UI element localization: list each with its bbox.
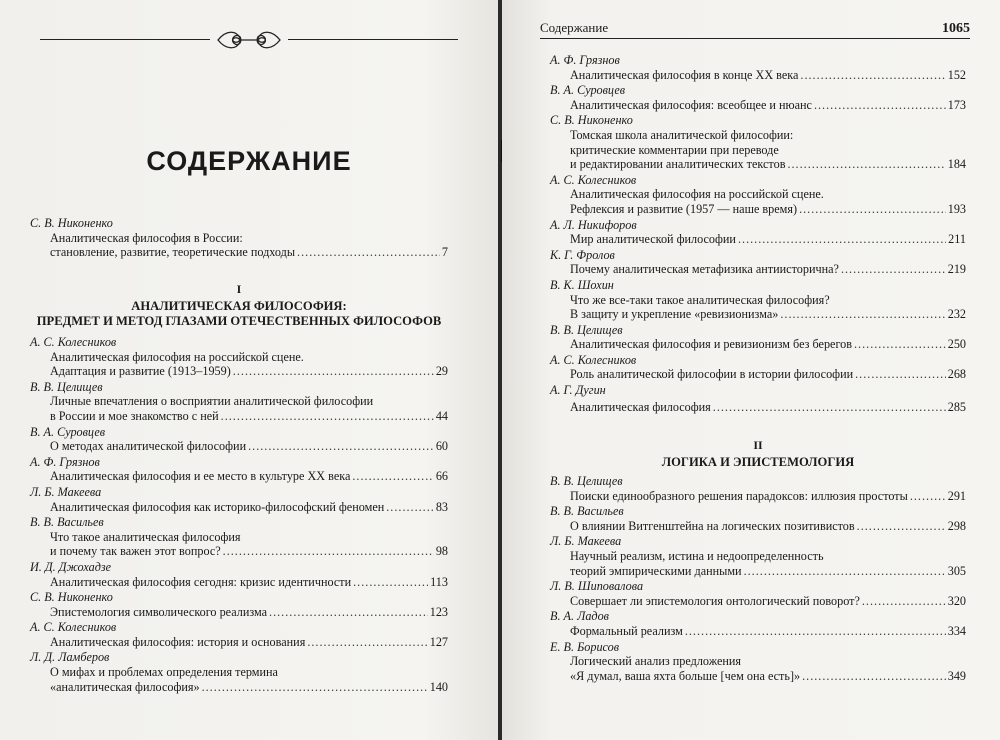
dot-leader bbox=[202, 680, 428, 695]
entry-title-line: Томская школа аналитической философии: bbox=[570, 127, 794, 142]
dot-leader bbox=[799, 202, 946, 217]
ornament-rule-left bbox=[40, 39, 210, 40]
toc-entry[interactable] bbox=[550, 579, 966, 608]
entry-title-text: становление, развитие, теоретические подходы bbox=[50, 245, 296, 260]
dot-leader bbox=[814, 98, 946, 113]
entry-title-text: Аналитическая философия сегодня: кризис идентичности bbox=[50, 574, 352, 589]
entry-author: А. Ф. Грязнов bbox=[30, 454, 100, 469]
entry-author: А. Ф. Грязнов bbox=[550, 53, 620, 67]
entry-title-text: Роль аналитической философии в истории философии bbox=[570, 367, 854, 382]
dot-leader bbox=[713, 400, 946, 415]
entry-author: В. В. Васильев bbox=[30, 515, 104, 530]
section-title-line-2: ПРЕДМЕТ И МЕТОД ГЛАЗАМИ ОТЕЧЕСТВЕННЫХ ФИЛОСОФОВ bbox=[36, 314, 442, 328]
entry-title-line bbox=[550, 367, 966, 382]
entry-page-number: 349 bbox=[947, 668, 966, 683]
entry-title-line bbox=[30, 605, 448, 620]
dot-leader bbox=[248, 439, 434, 454]
entry-page-number: 291 bbox=[947, 488, 966, 503]
dot-leader bbox=[855, 367, 946, 382]
entry-author: С. В. Никоненко bbox=[30, 590, 113, 605]
toc-entry[interactable] bbox=[30, 335, 448, 379]
entry-title-text: «Я думал, ваша яхта больше [чем она есть]» bbox=[570, 668, 801, 683]
entry-title-line: Научный реализм, истина и недоопределенность bbox=[570, 548, 824, 563]
entry-title-line: Аналитическая философия на российской сцене. bbox=[50, 349, 304, 364]
entry-author: Л. Д. Ламберов bbox=[30, 650, 110, 665]
entry-title-text: Аналитическая философия как историко-философский феномен bbox=[50, 499, 385, 514]
entry-title-line bbox=[550, 669, 966, 684]
dot-leader bbox=[744, 564, 946, 579]
section-number: II bbox=[753, 438, 763, 452]
entry-author: В. А. Ладов bbox=[550, 609, 609, 624]
entry-title-text: Совершает ли эпистемология онтологический поворот? bbox=[570, 593, 860, 608]
entry-author: А. С. Колесников bbox=[30, 620, 117, 635]
entry-title-text: теорий эмпирическими данными bbox=[570, 563, 742, 578]
toc-entry[interactable] bbox=[550, 640, 966, 684]
entry-author: А. Л. Никифоров bbox=[550, 217, 637, 232]
entry-title-text: Аналитическая философия в конце XX века bbox=[570, 67, 799, 82]
toc-entry[interactable] bbox=[30, 485, 448, 514]
toc-entry[interactable] bbox=[30, 650, 448, 694]
entry-title-text: Формальный реализм bbox=[570, 623, 683, 638]
left-page bbox=[0, 0, 498, 740]
toc-entry[interactable] bbox=[30, 560, 448, 589]
dot-leader bbox=[353, 575, 428, 590]
entry-title-line bbox=[30, 680, 448, 695]
entry-title-line: Логический анализ предложения bbox=[570, 654, 742, 669]
entry-title-line bbox=[550, 262, 966, 277]
toc-entry[interactable] bbox=[30, 380, 448, 424]
entry-title-line: Что такое аналитическая философия bbox=[50, 529, 241, 544]
toc-entry[interactable] bbox=[30, 425, 448, 454]
entry-page-number: 232 bbox=[947, 307, 966, 322]
dot-leader bbox=[910, 489, 946, 504]
entry-title-line bbox=[30, 500, 448, 515]
entry-title-text: Аналитическая философия и ее место в культуре XX века bbox=[50, 469, 351, 484]
dot-leader bbox=[854, 337, 946, 352]
toc-entry[interactable] bbox=[550, 323, 966, 352]
entry-title-text: Мир аналитической философии bbox=[570, 232, 736, 247]
entry-page-number: 140 bbox=[429, 679, 448, 694]
entry-page-number: 211 bbox=[948, 232, 966, 247]
entry-title-line bbox=[550, 624, 966, 639]
entry-title-line bbox=[550, 202, 966, 217]
toc-entry[interactable] bbox=[550, 248, 966, 277]
entry-title-text: Поиски единообразного решения парадоксов: иллюзия простоты bbox=[570, 488, 908, 503]
entry-title-line bbox=[30, 469, 448, 484]
entry-author: В. В. Васильев bbox=[550, 504, 624, 519]
entry-author: С. В. Никоненко bbox=[30, 216, 113, 230]
toc-entry[interactable] bbox=[550, 504, 966, 533]
dot-leader bbox=[857, 519, 946, 534]
toc-entry[interactable] bbox=[550, 173, 966, 217]
entry-author: А. Г. Дугин bbox=[550, 383, 606, 398]
entry-page-number: 44 bbox=[435, 408, 448, 423]
entry-page-number: 250 bbox=[947, 337, 966, 352]
entry-title-text: и почему так важен этот вопрос? bbox=[50, 544, 221, 559]
entry-title-line bbox=[30, 439, 448, 454]
entry-author: В. А. Суровцев bbox=[550, 83, 626, 98]
entry-page-number: 320 bbox=[947, 593, 966, 608]
entry-page-number: 219 bbox=[947, 262, 966, 277]
entry-page-number: 152 bbox=[947, 67, 966, 82]
toc-entry[interactable] bbox=[550, 53, 966, 82]
entry-author: А. С. Колесников bbox=[550, 172, 637, 187]
entry-title-text: Адаптация и развитие (1913–1959) bbox=[50, 364, 231, 379]
toc-list-left bbox=[30, 335, 448, 695]
toc-entry[interactable] bbox=[550, 474, 966, 503]
entry-title-line bbox=[30, 245, 448, 260]
entry-title-line bbox=[550, 337, 966, 352]
entry-title-line bbox=[550, 157, 966, 172]
entry-title-text: «аналитическая философия» bbox=[50, 679, 200, 694]
entry-title-line: Личные впечатления о восприятии аналитической философии bbox=[50, 394, 374, 409]
entry-title-line bbox=[550, 232, 966, 247]
entry-title-line bbox=[550, 564, 966, 579]
page-title: СОДЕРЖАНИЕ bbox=[146, 146, 352, 176]
toc-list-right bbox=[550, 53, 966, 415]
entry-title-line bbox=[550, 400, 966, 415]
entry-author: Л. Б. Макеева bbox=[550, 534, 622, 549]
entry-page-number: 60 bbox=[435, 439, 448, 454]
toc-intro bbox=[30, 216, 448, 261]
running-head bbox=[540, 20, 970, 39]
toc-entry[interactable] bbox=[30, 515, 448, 559]
section-heading-1 bbox=[30, 282, 448, 329]
entry-author: В. А. Суровцев bbox=[30, 424, 106, 439]
entry-title-line bbox=[550, 519, 966, 534]
entry-title-text: Рефлексия и развитие (1957 — наше время) bbox=[570, 201, 798, 216]
toc-entry[interactable] bbox=[550, 83, 966, 112]
entry-author: В. В. Целищев bbox=[550, 322, 623, 337]
entry-page-number: 173 bbox=[947, 97, 966, 112]
entry-title-text: Аналитическая философия: история и основания bbox=[50, 634, 306, 649]
entry-title-text: Аналитическая философия и ревизионизм без берегов bbox=[570, 337, 852, 352]
entry-author: А. С. Колесников bbox=[550, 352, 637, 367]
entry-title-line: Аналитическая философия на российской сцене. bbox=[570, 187, 824, 202]
entry-title-line bbox=[550, 307, 966, 322]
entry-title-line: Что же все-таки такое аналитическая философия? bbox=[570, 292, 830, 307]
entry-title-text: О влиянии Витгенштейна на логических позитивистов bbox=[570, 518, 855, 533]
entry-author: С. В. Никоненко bbox=[550, 113, 633, 128]
entry-page-number: 123 bbox=[429, 604, 448, 619]
header-ornament bbox=[40, 28, 458, 52]
dot-leader bbox=[780, 307, 945, 322]
entry-page-number: 7 bbox=[441, 245, 448, 260]
entry-title-line: Аналитическая философия в России: bbox=[50, 230, 243, 245]
entry-title-line: О мифах и проблемах определения термина bbox=[50, 665, 278, 680]
dot-leader bbox=[352, 469, 433, 484]
dot-leader bbox=[386, 500, 434, 515]
dot-leader bbox=[221, 409, 434, 424]
toc-entry[interactable] bbox=[550, 218, 966, 247]
entry-author: В. В. Целищев bbox=[550, 474, 623, 488]
entry-page-number: 184 bbox=[947, 157, 966, 172]
dot-leader bbox=[233, 364, 434, 379]
entry-page-number: 113 bbox=[430, 574, 448, 589]
flourish-icon bbox=[216, 28, 282, 52]
dot-leader bbox=[802, 669, 946, 684]
entry-title-text: Аналитическая философия bbox=[570, 399, 711, 414]
entry-page-number: 66 bbox=[435, 469, 448, 484]
right-page bbox=[502, 0, 1000, 740]
entry-page-number: 334 bbox=[947, 623, 966, 638]
toc-list-right-section-2 bbox=[550, 474, 966, 684]
entry-page-number: 268 bbox=[947, 367, 966, 382]
dot-leader bbox=[862, 594, 946, 609]
toc-entry[interactable] bbox=[550, 353, 966, 382]
entry-page-number: 98 bbox=[435, 544, 448, 559]
entry-page-number: 29 bbox=[435, 364, 448, 379]
page-number: 1065 bbox=[942, 21, 970, 36]
ornament-rule-right bbox=[288, 39, 458, 40]
entry-title-text: в России и мое знакомство с ней bbox=[50, 408, 219, 423]
entry-author: А. С. Колесников bbox=[30, 335, 117, 349]
dot-leader bbox=[297, 245, 440, 260]
entry-title-text: Эпистемология символического реализма bbox=[50, 604, 268, 619]
entry-title-line bbox=[30, 635, 448, 650]
entry-page-number: 305 bbox=[947, 563, 966, 578]
toc-entry[interactable] bbox=[30, 216, 448, 260]
section-number: I bbox=[236, 282, 242, 296]
toc-entry[interactable] bbox=[30, 620, 448, 649]
entry-title-line bbox=[550, 594, 966, 609]
toc-entry[interactable] bbox=[30, 590, 448, 619]
dot-leader bbox=[738, 232, 946, 247]
entry-title-text: Почему аналитическая метафизика антиисторична? bbox=[570, 262, 839, 277]
entry-title-line bbox=[550, 68, 966, 83]
entry-title-text: и редактировании аналитических текстов bbox=[570, 157, 786, 172]
entry-title-line bbox=[550, 98, 966, 113]
entry-title-line: критические комментарии при переводе bbox=[570, 142, 779, 157]
entry-title-line bbox=[550, 489, 966, 504]
dot-leader bbox=[269, 605, 428, 620]
toc-entry[interactable] bbox=[550, 278, 966, 322]
entry-author: Е. В. Борисов bbox=[550, 639, 620, 654]
entry-title-line bbox=[30, 364, 448, 379]
entry-page-number: 127 bbox=[429, 634, 448, 649]
entry-author: Л. Б. Макеева bbox=[30, 484, 102, 499]
section-heading-2 bbox=[550, 438, 966, 470]
entry-title-line bbox=[30, 575, 448, 590]
toc-entry[interactable] bbox=[550, 383, 966, 414]
dot-leader bbox=[685, 624, 946, 639]
toc-entry[interactable] bbox=[550, 534, 966, 578]
entry-page-number: 285 bbox=[947, 399, 966, 414]
entry-page-number: 193 bbox=[947, 201, 966, 216]
dot-leader bbox=[800, 68, 945, 83]
toc-entry[interactable] bbox=[30, 455, 448, 484]
entry-title-text: О методах аналитической философии bbox=[50, 439, 247, 454]
dot-leader bbox=[223, 544, 434, 559]
section-title-line-1: АНАЛИТИЧЕСКАЯ ФИЛОСОФИЯ: bbox=[131, 299, 347, 313]
entry-author: Л. В. Шиповалова bbox=[550, 579, 644, 594]
running-head-title: Содержание bbox=[540, 20, 609, 35]
entry-page-number: 298 bbox=[947, 518, 966, 533]
entry-author: И. Д. Джохадзе bbox=[30, 559, 112, 574]
section-title-line-1: ЛОГИКА И ЭПИСТЕМОЛОГИЯ bbox=[661, 455, 855, 469]
entry-title-text: Аналитическая философия: всеобщее и нюанс bbox=[570, 97, 812, 112]
entry-title-line bbox=[30, 409, 448, 424]
dot-leader bbox=[787, 157, 945, 172]
entry-author: В. К. Шохин bbox=[550, 277, 614, 292]
dot-leader bbox=[307, 635, 427, 650]
entry-page-number: 83 bbox=[435, 499, 448, 514]
entry-title-line bbox=[30, 544, 448, 559]
dot-leader bbox=[841, 262, 946, 277]
entry-author: К. Г. Фролов bbox=[550, 247, 615, 262]
toc-entry[interactable] bbox=[550, 609, 966, 638]
toc-entry[interactable] bbox=[550, 113, 966, 171]
entry-author: В. В. Целищев bbox=[30, 379, 103, 394]
entry-title-text: В защиту и укрепление «ревизионизма» bbox=[570, 307, 779, 322]
